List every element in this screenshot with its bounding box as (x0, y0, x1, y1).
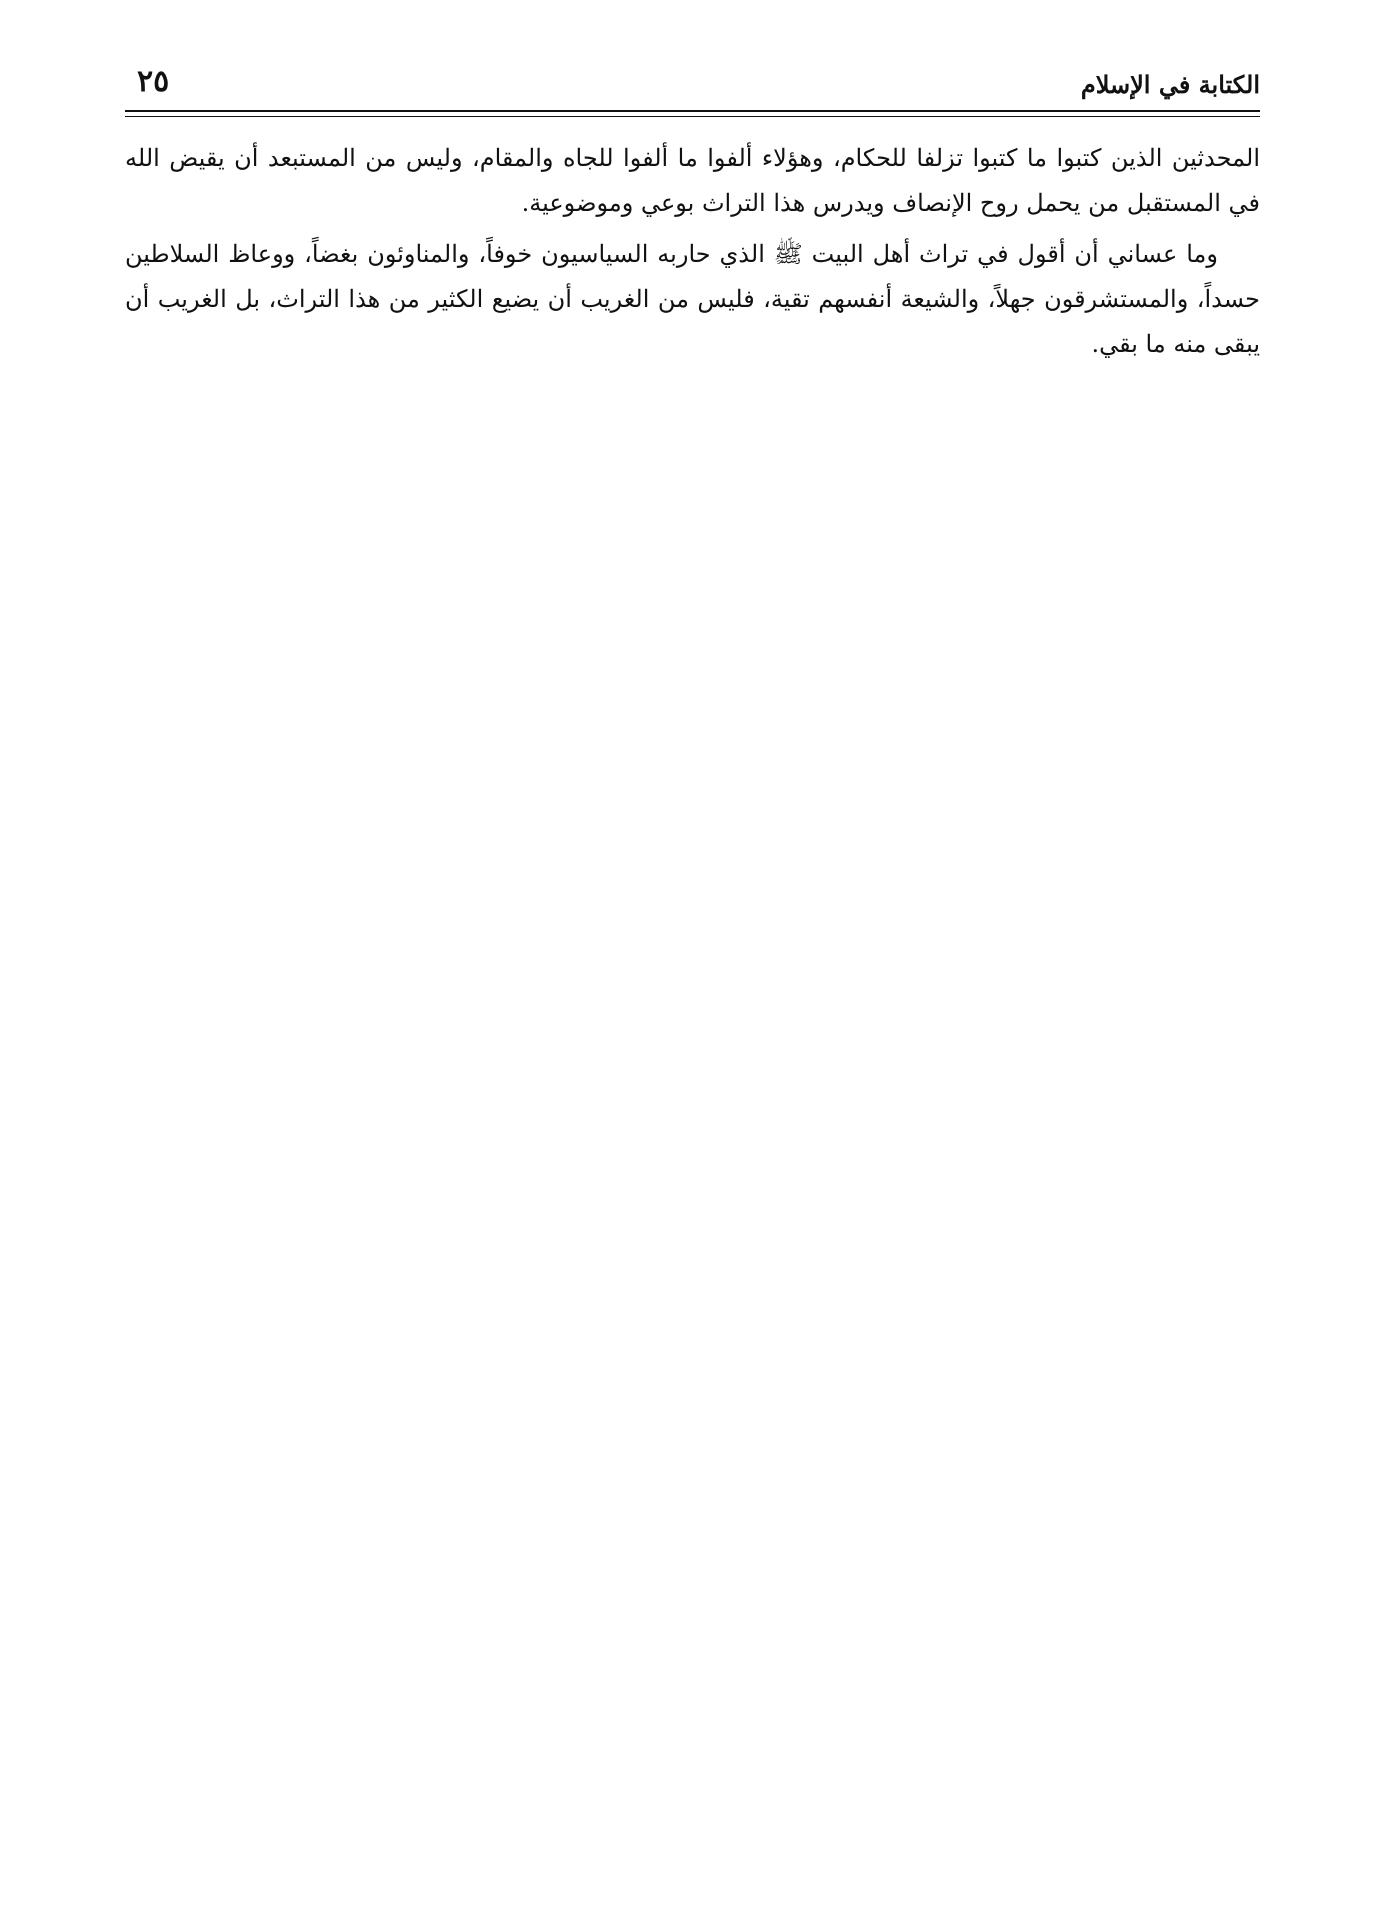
book-page (125, 60, 1260, 358)
body-text (125, 136, 1260, 367)
running-header-title: الكتابة في الإسلام (1080, 70, 1260, 99)
paragraph: وما عساني أن أقول في تراث أهل البيت ﷺ الذي حاربه السياسيون خوفاً، والمناوئون بغضاً، ووعاظ السلاطين حسداً، والمستشرقون جهلاً، والشيعة أنفسهم تقية، فليس من الغريب أن يضيع الكثير من هذا التراث، بل الغريب أن يبقى منه ما بقي. (125, 240, 1260, 358)
page-number: ٢٥ (137, 64, 170, 99)
header-rule-thin (125, 116, 1260, 117)
header-rule-thick (125, 110, 1260, 112)
paragraph-continued: المحدثين الذين كتبوا ما كتبوا تزلفا للحكام، وهؤلاء ألفوا ما ألفوا للجاه والمقام، وليس من المستبعد أن يقيض الله في المستقبل من يحمل روح الإنصاف ويدرس هذا التراث بوعي وموضوعية. (125, 144, 1260, 217)
running-header (125, 60, 1260, 100)
